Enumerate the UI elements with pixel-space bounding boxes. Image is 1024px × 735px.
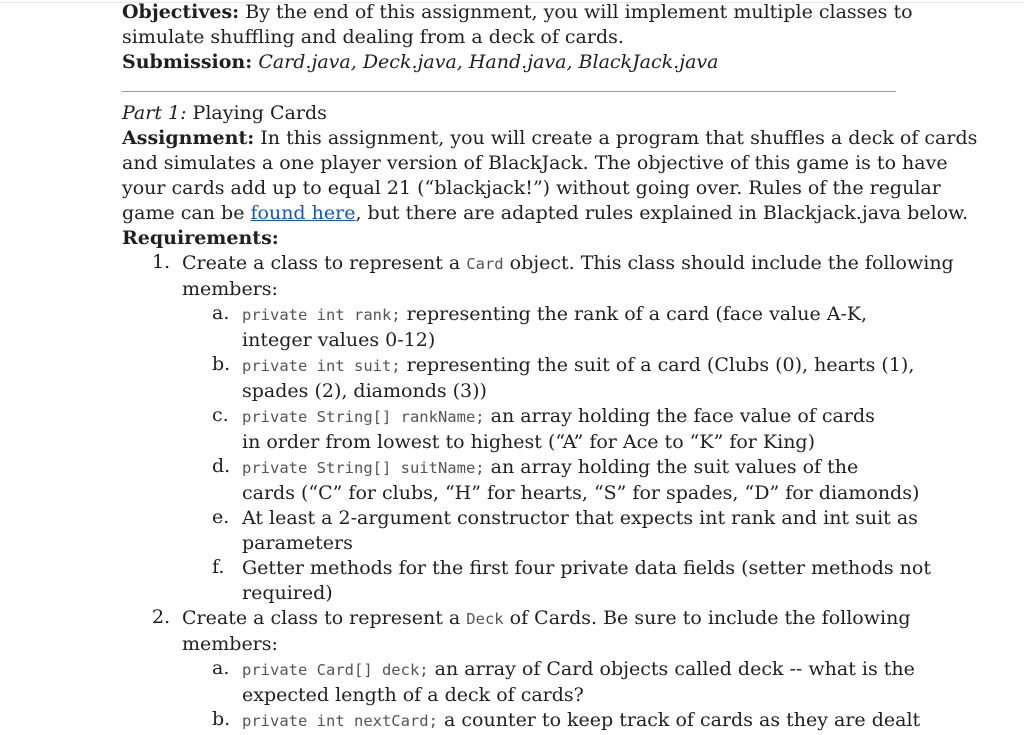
submission-files: Card.java, Deck.java, Hand.java, BlackJack.java: [258, 51, 719, 73]
sub-list-item: [122, 353, 915, 404]
requirement-text-cont: members:: [182, 633, 278, 655]
objectives-line-2: simulate shuffling and dealing from a deck of cards.: [122, 26, 624, 48]
sub-list-item: [122, 708, 921, 734]
requirements-label: Requirements:: [122, 227, 279, 249]
sub-item-text: [242, 455, 912, 481]
requirement-card-class: [122, 251, 954, 302]
sub-item-text: [242, 404, 912, 430]
objectives-line-1: [122, 0, 912, 25]
requirement-deck-class: [122, 606, 912, 657]
sub-list-marker: a.: [212, 657, 230, 679]
deck-members-list: [122, 657, 921, 734]
objectives-label: Objectives:: [122, 1, 240, 23]
req-text-pre: Create a class to represent a: [182, 607, 467, 629]
sub-list-marker: f.: [212, 556, 225, 578]
submission-line: [122, 50, 912, 75]
assignment-label: Assignment:: [122, 127, 255, 149]
code-snippet: private int nextCard;: [242, 712, 438, 730]
sub-item-text-cont: cards (“C” for clubs, “H” for hearts, “S” for spades, “D” for diamonds): [242, 482, 920, 504]
code-snippet: private int suit;: [242, 357, 401, 375]
sub-item-text: [242, 353, 915, 379]
req-text-post: object. This class should include the following: [503, 252, 954, 274]
sub-item-description: At least a 2-argument constructor that expects int rank and int suit as: [242, 507, 918, 529]
requirement-text: [182, 606, 912, 632]
sub-item-text: [242, 506, 918, 531]
assignment-line-3: your cards add up to equal 21 (“blackjack!”) without going over. Rules of the regular: [122, 177, 941, 199]
sub-item-text: [242, 657, 915, 683]
requirement-text-cont: members:: [182, 278, 278, 300]
sub-item-description: an array holding the suit values of the: [484, 456, 859, 478]
assignment-text-4-pre: game can be: [122, 202, 251, 224]
code-snippet: private String[] rankName;: [242, 408, 485, 426]
list-marker: 1.: [152, 251, 171, 273]
sub-item-text: [242, 708, 921, 734]
assignment-text-4-post: , but there are adapted rules explained in Blackjack.java below.: [355, 202, 969, 224]
requirements-heading: [122, 226, 912, 251]
assignment-text-1: In this assignment, you will create a program that shuffles a deck of cards: [260, 127, 978, 149]
objectives-text: By the end of this assignment, you will implement multiple classes to: [245, 1, 913, 23]
part1-title: [122, 101, 912, 126]
sub-item-text-cont: expected length of a deck of cards?: [242, 684, 584, 706]
card-members-list: [122, 302, 931, 606]
sub-item-text: [242, 302, 912, 328]
code-snippet: private Card[] deck;: [242, 661, 429, 679]
sub-item-text-cont: spades (2), diamonds (3)): [242, 380, 487, 402]
assignment-line-2: and simulates a one player version of BlackJack. The objective of this game is to have: [122, 152, 948, 174]
sub-item-description: representing the suit of a card (Clubs (0), hearts (1),: [400, 354, 915, 376]
sub-list-marker: e.: [212, 506, 230, 528]
sub-list-marker: a.: [212, 302, 230, 324]
req-text-post: of Cards. Be sure to include the following: [503, 607, 911, 629]
requirement-text: [182, 251, 954, 277]
sub-item-description: a counter to keep track of cards as they are dealt: [437, 709, 921, 731]
sub-list-marker: b.: [212, 353, 231, 375]
sub-item-text-cont: in order from lowest to highest (“A” for Ace to “K” for King): [242, 431, 816, 453]
sub-list-item: [122, 404, 912, 455]
code-snippet: private String[] suitName;: [242, 459, 485, 477]
part1-title-italic: Part 1:: [122, 102, 187, 124]
sub-item-description: an array holding the face value of cards: [484, 405, 875, 427]
sub-list-marker: b.: [212, 708, 231, 730]
sub-list-marker: c.: [212, 404, 229, 426]
sub-item-text: [242, 556, 931, 581]
sub-list-item: [122, 506, 918, 556]
sub-list-item: [122, 556, 931, 606]
sub-item-text-cont: required): [242, 582, 333, 604]
code-snippet: private int rank;: [242, 306, 401, 324]
requirements-list: [122, 251, 954, 734]
req-text-pre: Create a class to represent a: [182, 252, 467, 274]
list-marker: 2.: [152, 606, 171, 628]
sub-list-item: [122, 657, 915, 708]
sub-item-description: Getter methods for the first four private data fields (setter methods not: [242, 557, 931, 579]
assignment-line-1: [122, 126, 978, 151]
sub-item-description: representing the rank of a card (face value A-K,: [400, 303, 868, 325]
sub-list-item: [122, 455, 920, 506]
sub-list-item: [122, 302, 912, 353]
sub-item-text-cont: parameters: [242, 532, 353, 554]
assignment-line-4: [122, 201, 969, 226]
submission-label: Submission:: [122, 51, 253, 73]
sub-item-description: an array of Card objects called deck -- what is the: [428, 658, 915, 680]
section-divider: [122, 91, 896, 92]
code-deck: Deck: [466, 610, 504, 628]
part1-title-rest: Playing Cards: [186, 102, 327, 124]
code-card: Card: [466, 255, 504, 273]
assignment-document: [122, 0, 978, 734]
sub-item-text-cont: integer values 0-12): [242, 329, 436, 351]
sub-list-marker: d.: [212, 455, 231, 477]
blackjack-rules-link[interactable]: found here: [250, 202, 356, 224]
